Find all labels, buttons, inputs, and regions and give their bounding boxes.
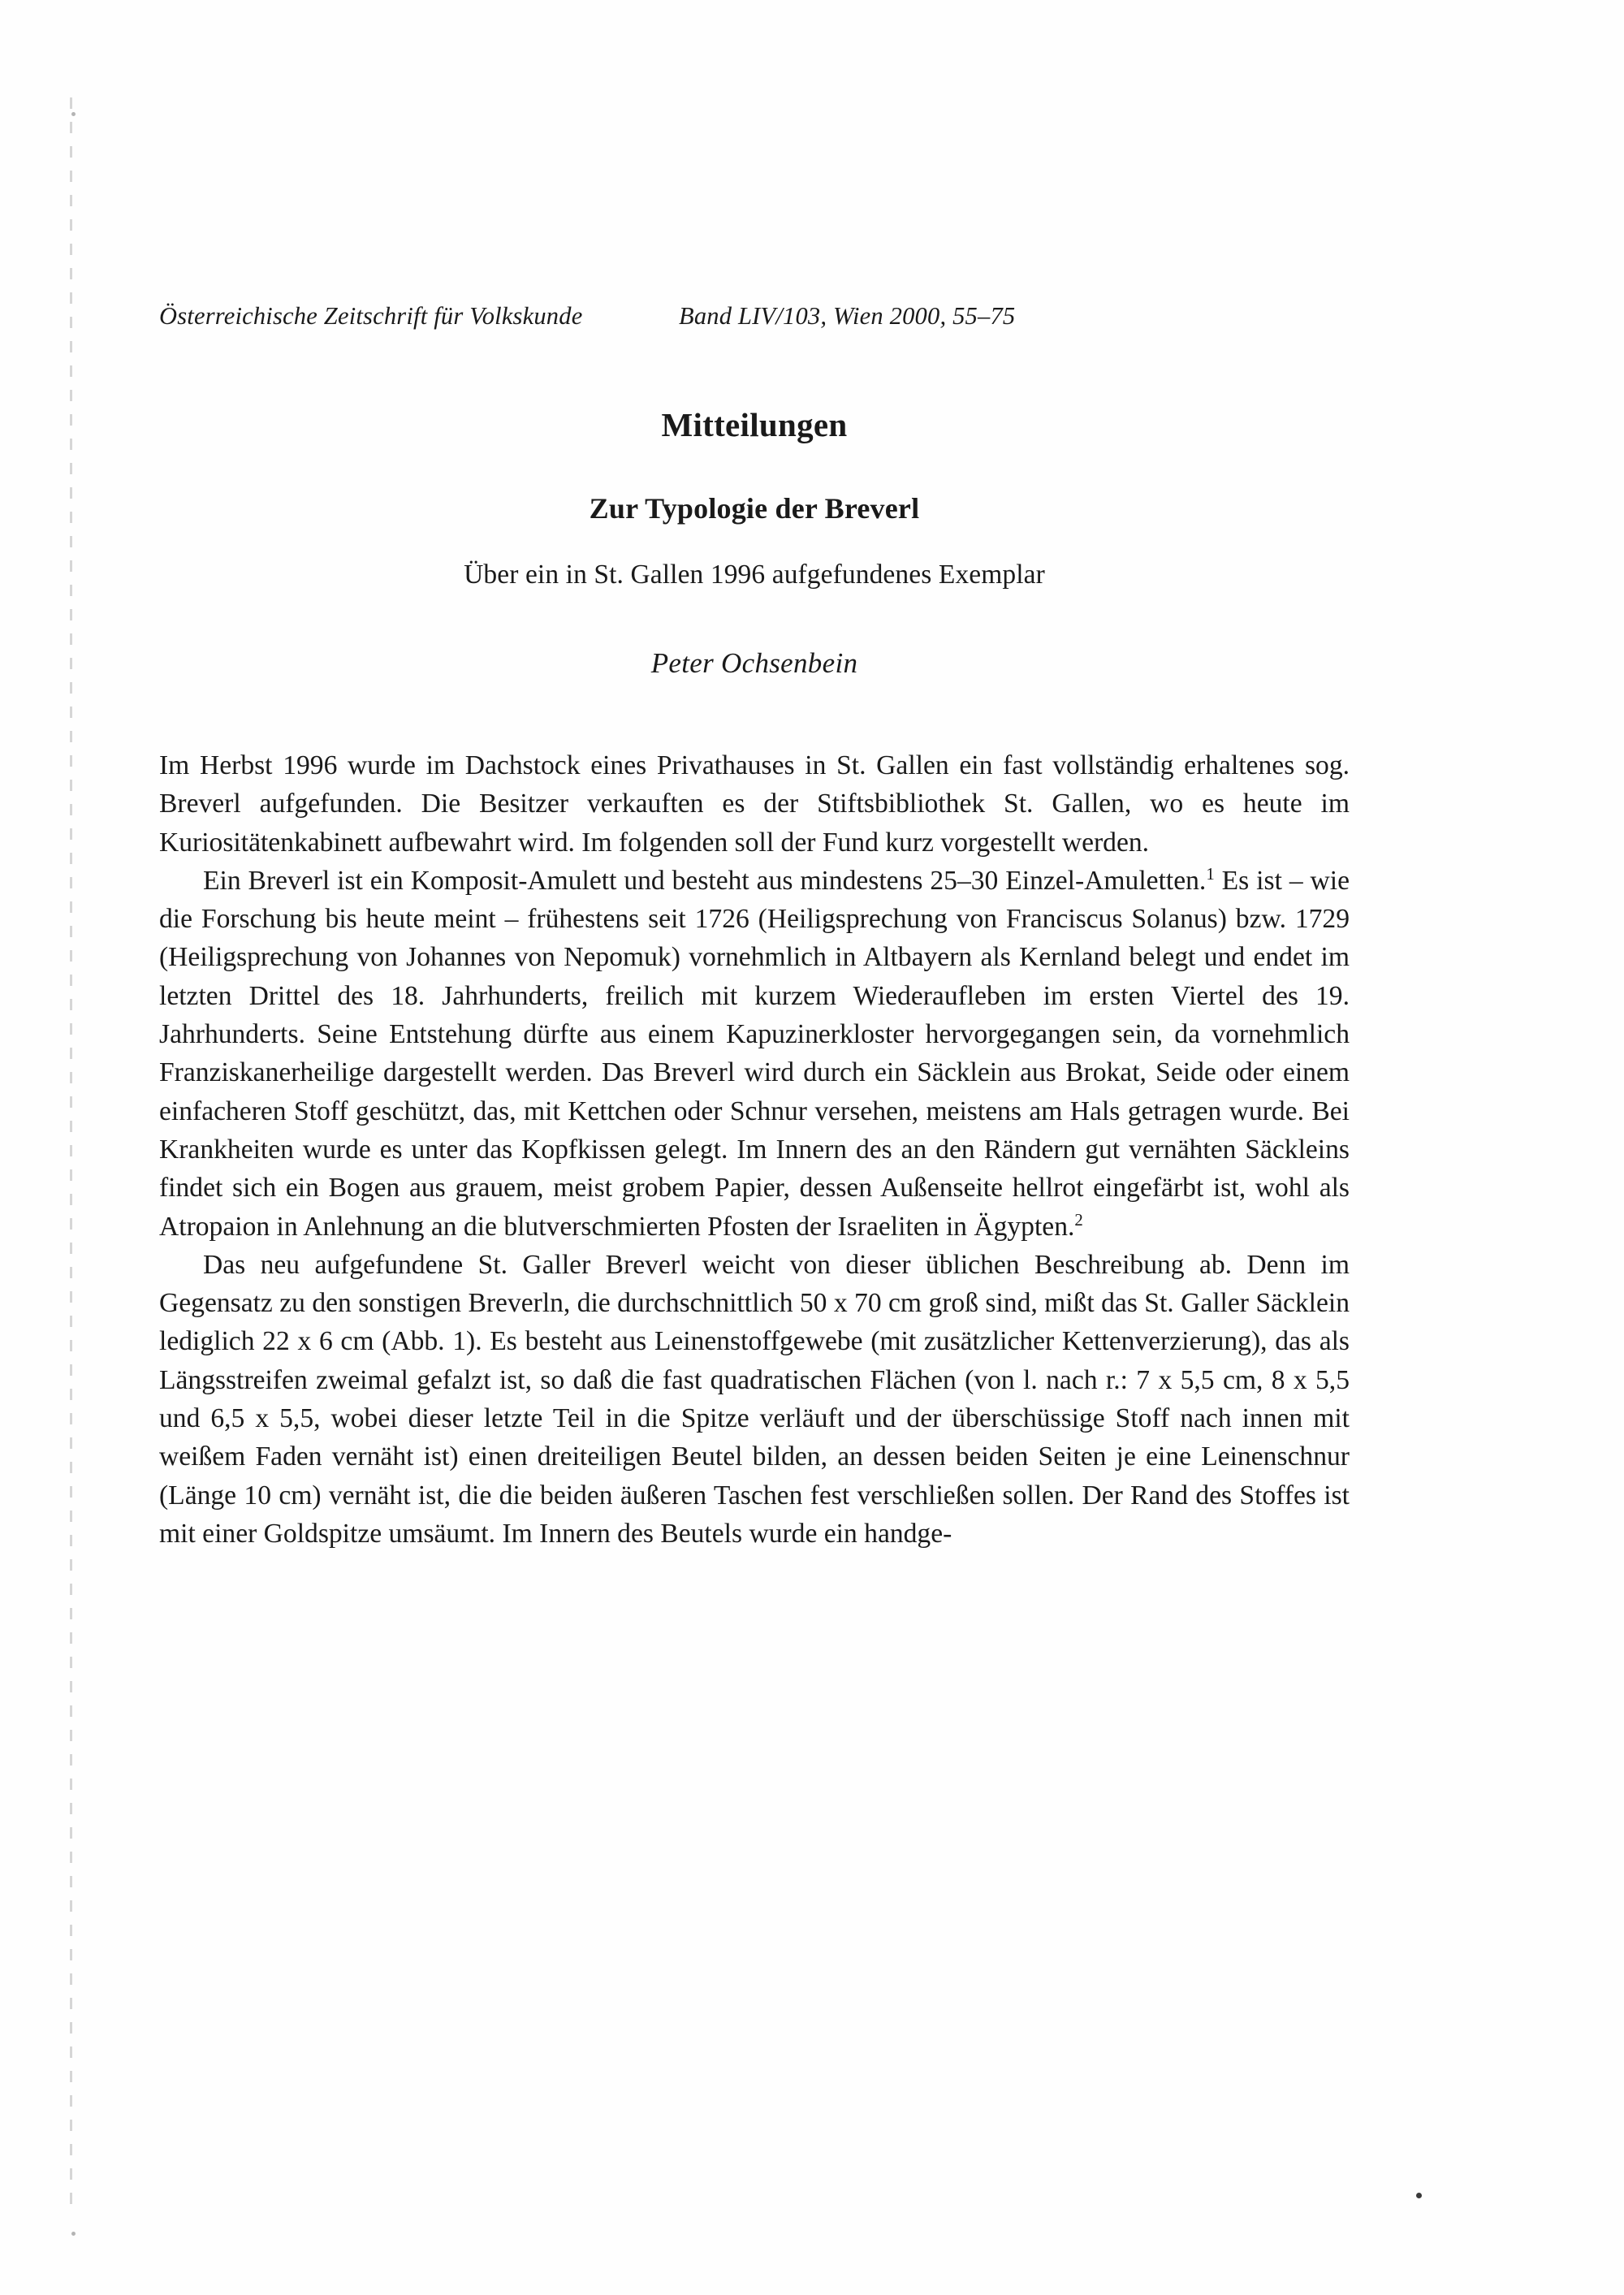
paragraph-2 bbox=[159, 862, 1350, 1246]
author-name: Peter Ochsenbein bbox=[650, 647, 858, 679]
journal-title: Österreichische Zeitschrift für Volkskunde bbox=[159, 302, 583, 330]
scan-speck-footer bbox=[1416, 2193, 1422, 2198]
body-text bbox=[159, 746, 1350, 1553]
issue-reference: Band LIV/103, Wien 2000, 55–75 bbox=[679, 302, 1016, 330]
section-title: Mitteilungen bbox=[661, 406, 848, 443]
footnote-marker-1[interactable]: 1 bbox=[1206, 863, 1215, 884]
article-content bbox=[159, 0, 1350, 1553]
paragraph-2-part-a: Ein Breverl ist ein Komposit-Amulett und besteht aus mindestens 25–30 Einzel-Amuletten. bbox=[203, 865, 1207, 896]
article-title: Zur Typologie der Breverl bbox=[589, 492, 920, 525]
scan-speck-bottom bbox=[71, 2232, 76, 2236]
article-subtitle: Über ein in St. Gallen 1996 aufgefundenes Exemplar bbox=[464, 560, 1045, 590]
scan-speck-top bbox=[71, 112, 76, 116]
scan-binding-marks bbox=[70, 97, 72, 2209]
footnote-marker-2[interactable]: 2 bbox=[1074, 1209, 1083, 1230]
running-head bbox=[159, 302, 1350, 331]
paragraph-3: Das neu aufgefundene St. Galler Breverl weicht von dieser üblichen Beschreibung ab. Denn im Gegensatz zu den sonstigen Breverln, die durchschnittlich 50 x 70 cm groß sind, mißt das St. Galler Säcklein lediglich 22 x 6 cm (Abb. 1). Es besteht aus Leinenstoffgewebe (mit zusätzlicher Kettenverzierung), das als Längsstreifen zweimal gefalzt ist, so daß die fast quadratischen Flächen (von l. nach r.: 7 x 5,5 cm, 8 x 5,5 und 6,5 x 5,5, wobei dieser letzte Teil in die Spitze verläuft und der überschüssige Stoff nach innen mit weißem Faden vernäht ist) einen dreiteiligen Beutel bilden, an dessen beiden Seiten je eine Leinenschnur (Länge 10 cm) vernäht ist, die die beiden äußeren Taschen fest verschließen sollen. Der Rand des Stoffes ist mit einer Goldspitze umsäumt. Im Innern des Beutels wurde ein handge- bbox=[159, 1249, 1350, 1549]
paragraph-2-part-b: Es ist – wie die Forschung bis heute meint – frühestens seit 1726 (Heiligsprechung von Franciscus Solanus) bzw. 1729 (Heiligsprechung von Johannes von Nepomuk) vornehmlich in Altbayern als Kernland belegt und endet im letzten Drittel des 18. Jahrhunderts, freilich mit kurzem Wiederaufleben im ersten Viertel des 19. Jahrhunderts. Seine Entstehung dürfte aus einem Kapuzinerkloster hervorgegangen sein, da vornehmlich Franziskanerheilige dargestellt werden. Das Breverl wird durch ein Säcklein aus Brokat, Seide oder einem einfacheren Stoff geschützt, das, mit Kettchen oder Schnur versehen, meistens am Hals getragen wurde. Bei Krankheiten wurde es unter das Kopfkissen gelegt. Im Innern des an den Rändern gut vernähten Säckleins findet sich ein Bogen aus grauem, meist grobem Papier, dessen Außenseite hellrot eingefärbt ist, wohl als Atropaion in Anlehnung an die blutverschmierten Pfosten der Israeliten in Ägypten. bbox=[159, 865, 1350, 1242]
paragraph-1: Im Herbst 1996 wurde im Dachstock eines Privathauses in St. Gallen ein fast vollständig erhaltenes sog. Breverl aufgefunden. Die Besitzer verkauften es der Stiftsbibliothek St. Gallen, wo es heute im Kuriositätenkabinett aufbewahrt wird. Im folgenden soll der Fund kurz vorgestellt werden. bbox=[159, 750, 1350, 858]
